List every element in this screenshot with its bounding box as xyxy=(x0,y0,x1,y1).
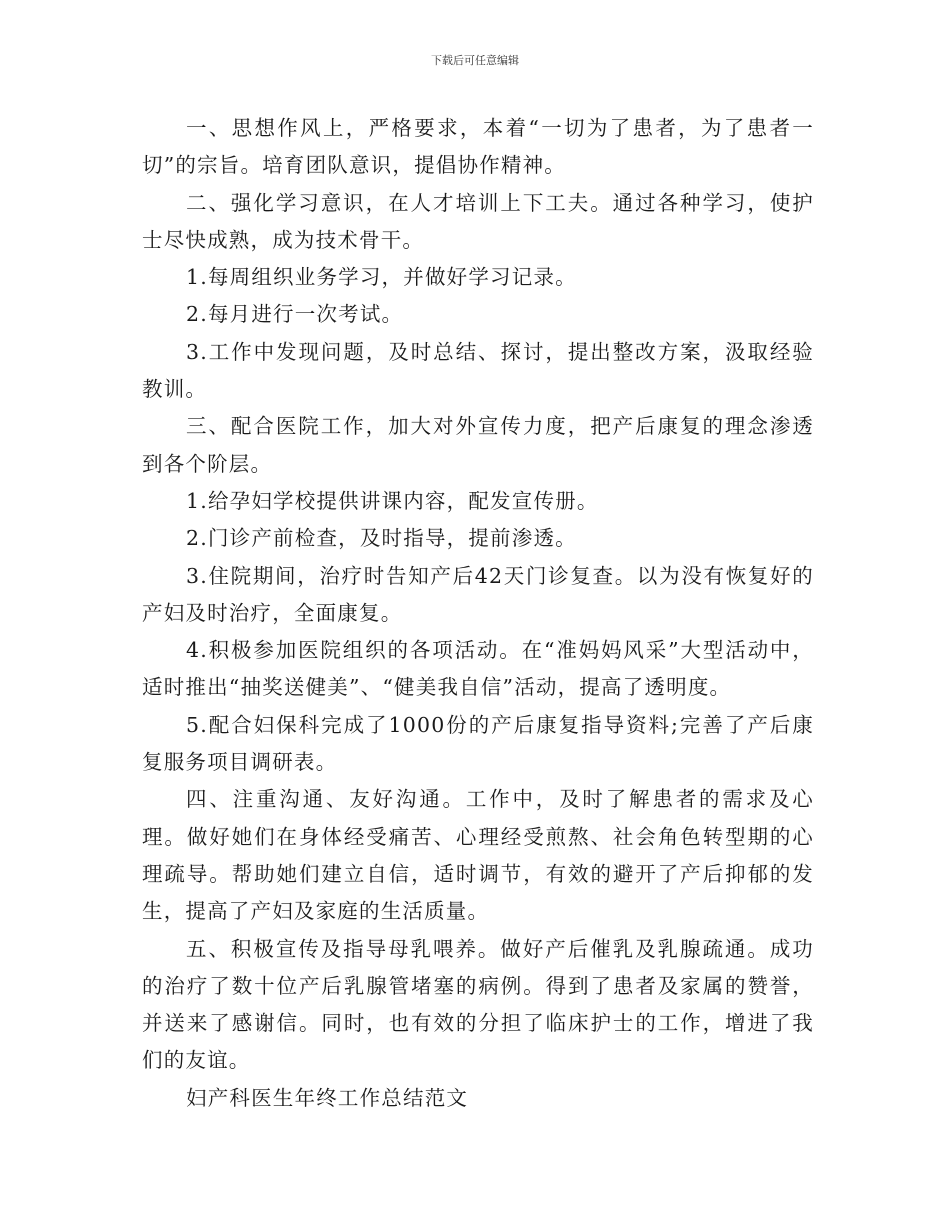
paragraph-section-5: 五、积极宣传及指导母乳喂养。做好产后催乳及乳腺疏通。成功的治疗了数十位产后乳腺管堵塞的病例。得到了患者及家属的赞誉，并送来了感谢信。同时，也有效的分担了临床护士的工作，增进了我们的友谊。 xyxy=(142,936,814,1073)
document-title-next: 妇产科医生年终工作总结范文 xyxy=(186,1085,469,1110)
paragraph-section-3: 三、配合医院工作，加大对外宣传力度，把产后康复的理念渗透到各个阶层。 xyxy=(142,414,814,476)
document-body xyxy=(142,110,814,1117)
paragraph-item: 1.每周组织业务学习，并做好学习记录。 xyxy=(186,265,577,290)
paragraph-section-4: 四、注重沟通、友好沟通。工作中，及时了解患者的需求及心理。做好她们在身体经受痛苦、心理经受煎熬、社会角色转型期的心理疏导。帮助她们建立自信，适时调节，有效的避开了产后抑郁的发生，提高了产妇及家庭的生活质量。 xyxy=(142,787,814,924)
paragraph-section-1: 一、思想作风上，严格要求，本着“一切为了患者，为了患者一切”的宗旨。培育团队意识，提倡协作精神。 xyxy=(142,116,814,178)
paragraph-item: 4.积极参加医院组织的各项活动。在“准妈妈风采”大型活动中，适时推出“抽奖送健美”、“健美我自信”活动，提高了透明度。 xyxy=(142,638,814,700)
paragraph-item: 1.给孕妇学校提供讲课内容，配发宣传册。 xyxy=(186,488,599,513)
paragraph-item: 3.工作中发现问题，及时总结、探讨，提出整改方案，汲取经验教训。 xyxy=(142,339,814,402)
paragraph-item: 5.配合妇保科完成了1000份的产后康复指导资料;完善了产后康复服务项目调研表。 xyxy=(142,712,814,775)
paragraph-item: 2.每月进行一次考试。 xyxy=(186,302,404,327)
header-note: 下载后可任意编辑 xyxy=(431,54,519,67)
paragraph-section-2: 二、强化学习意识，在人才培训上下工夫。通过各种学习，使护士尽快成熟，成为技术骨干。 xyxy=(142,190,814,252)
paragraph-item: 3.住院期间，治疗时告知产后42天门诊复查。以为没有恢复好的产妇及时治疗，全面康复。 xyxy=(142,563,814,625)
paragraph-item: 2.门诊产前检查，及时指导，提前渗透。 xyxy=(186,526,577,551)
